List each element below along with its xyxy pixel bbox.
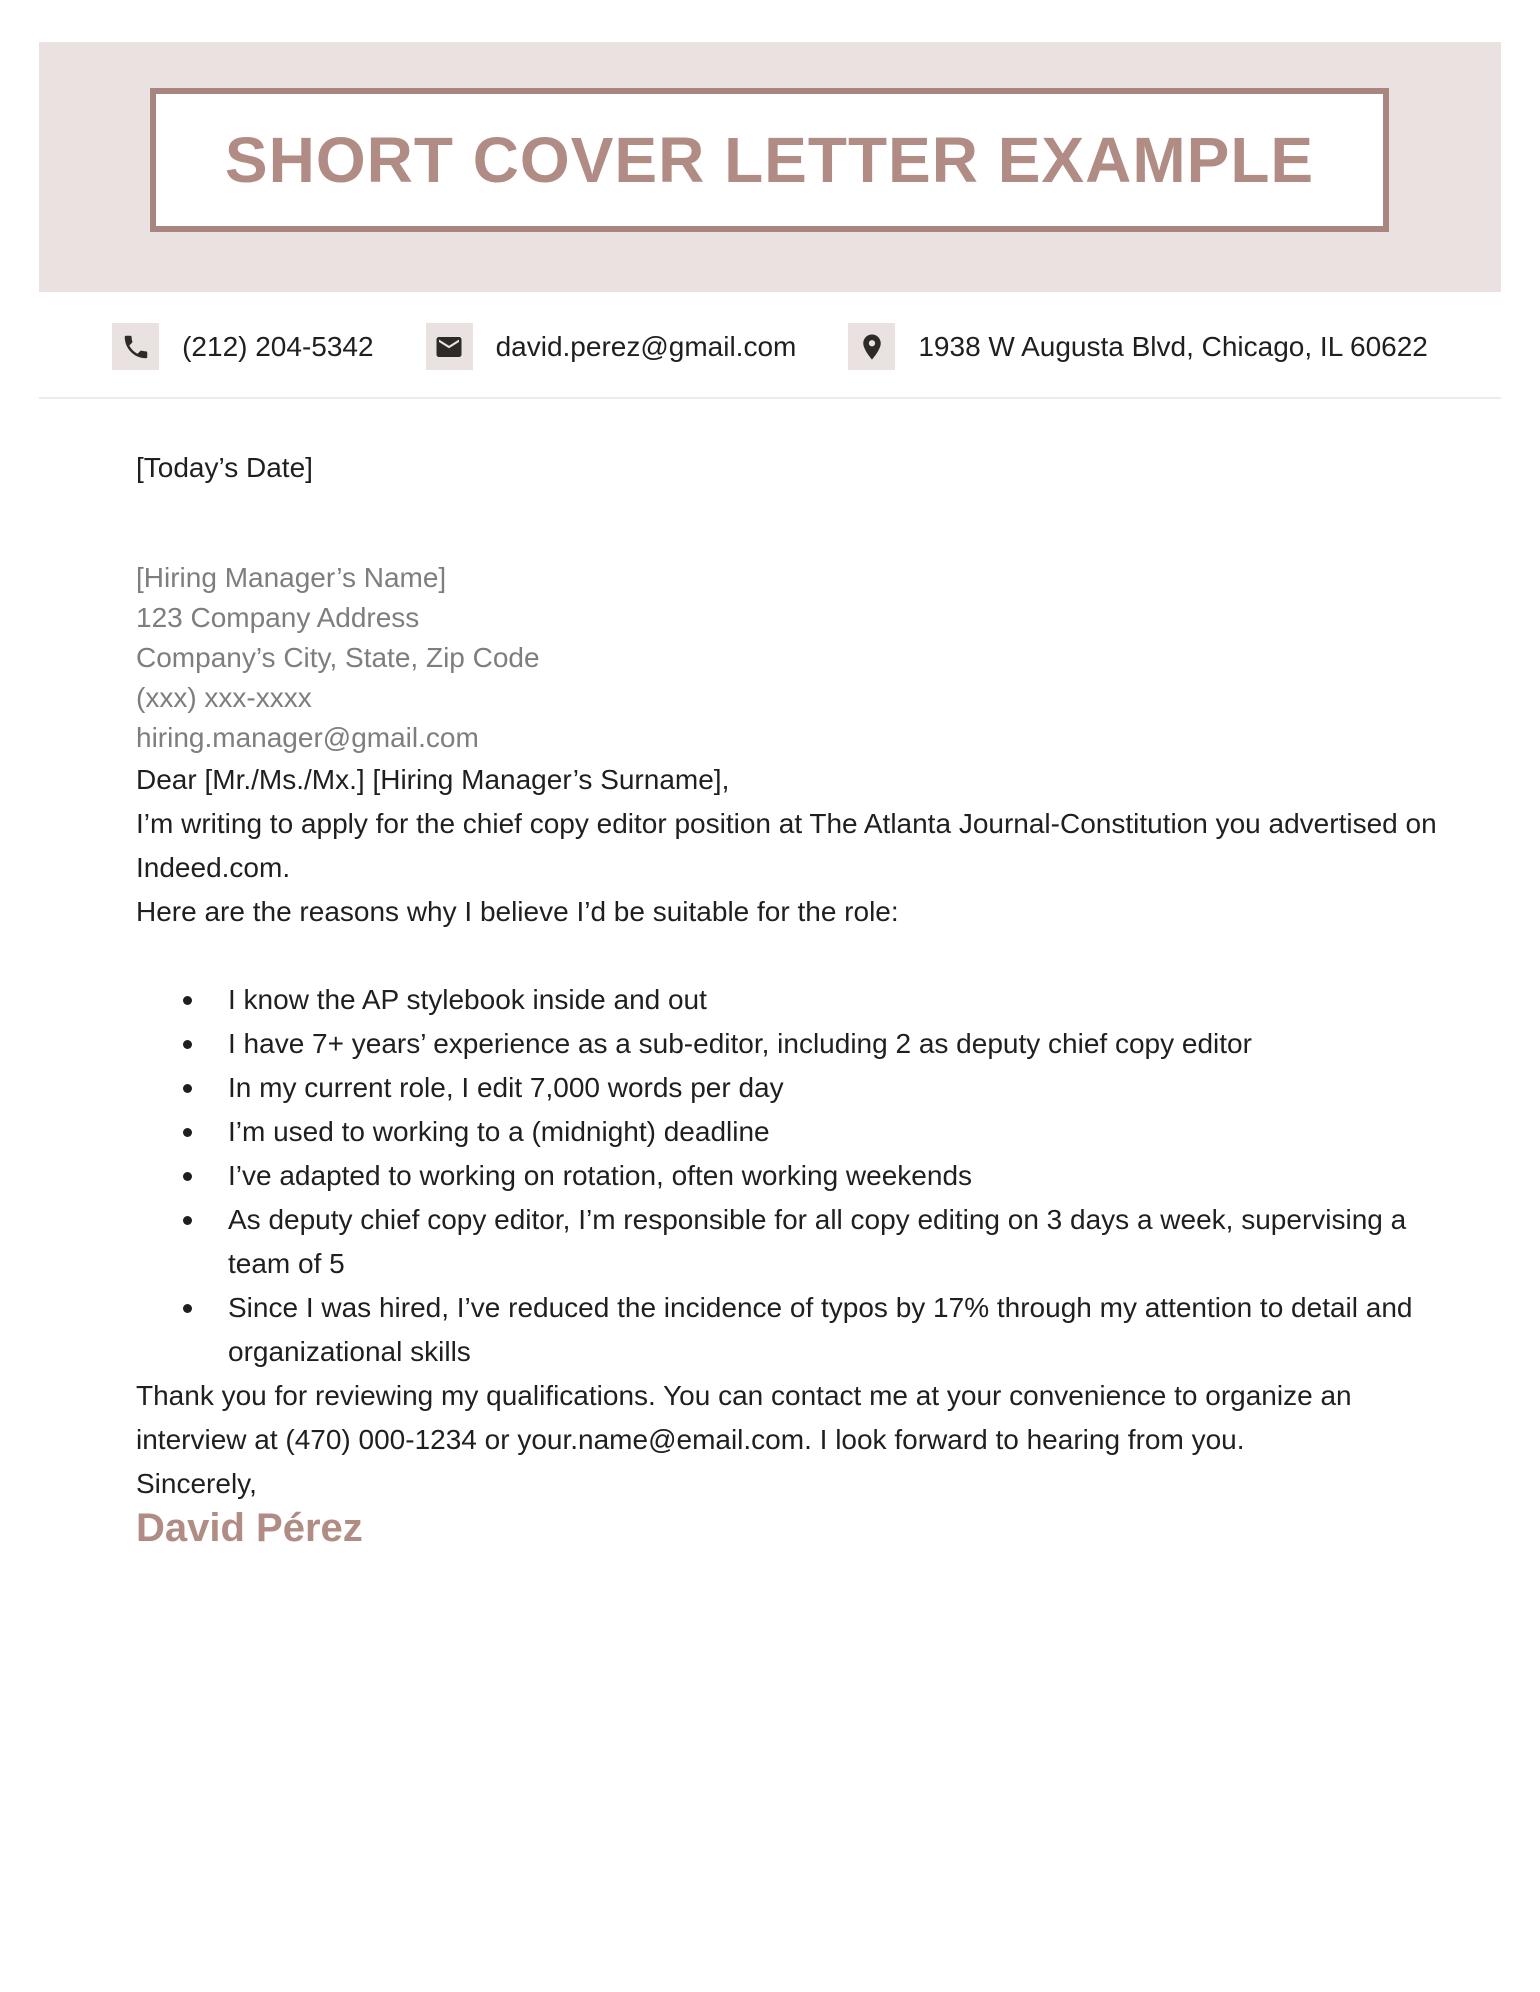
location-icon: [848, 323, 895, 370]
header-banner: [39, 42, 1501, 292]
recipient-block: [136, 558, 1438, 758]
salutation: Dear [Mr./Ms./Mx.] [Hiring Manager’s Surname],: [136, 764, 730, 795]
reason-item: I’m used to working to a (midnight) deadline: [136, 1110, 1438, 1154]
reason-item: Since I was hired, I’ve reduced the incidence of typos by 17% through my attention to detail and organizational skills: [136, 1286, 1438, 1374]
phone-number: (212) 204-5342: [182, 330, 374, 362]
page-title: SHORT COVER LETTER EXAMPLE: [224, 124, 1315, 196]
contact-phone: [112, 323, 373, 370]
reason-item: I know the AP stylebook inside and out: [136, 978, 1438, 1022]
email-address: david.perez@gmail.com: [495, 330, 797, 362]
contact-email: [426, 323, 797, 370]
divider: [39, 397, 1501, 399]
reason-item: As deputy chief copy editor, I’m responsible for all copy editing on 3 days a week, supervising a team of 5: [136, 1198, 1438, 1286]
recipient-line: Company’s City, State, Zip Code: [136, 642, 540, 673]
email-icon: [426, 323, 473, 370]
recipient-line: 123 Company Address: [136, 602, 420, 633]
recipient-line: (xxx) xxx-xxxx: [136, 682, 312, 713]
valediction: Sincerely,: [136, 1468, 257, 1499]
reason-item: I’ve adapted to working on rotation, often working weekends: [136, 1154, 1438, 1198]
reasons-lead: Here are the reasons why I believe I’d be suitable for the role:: [136, 896, 899, 927]
recipient-line: [Hiring Manager’s Name]: [136, 562, 447, 593]
closing-paragraph: Thank you for reviewing my qualifications. You can contact me at your convenience to organize an interview at (470) 000-1234 or your.name@email.com. I look forward to hearing from you.: [136, 1380, 1352, 1455]
reasons-list: [136, 978, 1438, 1374]
signature-name: David Pérez: [136, 1506, 363, 1550]
reason-item: In my current role, I edit 7,000 words per day: [136, 1066, 1438, 1110]
letter-body: [136, 446, 1438, 1550]
street-address: 1938 W Augusta Blvd, Chicago, IL 60622: [918, 330, 1428, 362]
recipient-line: hiring.manager@gmail.com: [136, 722, 479, 753]
phone-icon: [112, 323, 159, 370]
reason-item: I have 7+ years’ experience as a sub-editor, including 2 as deputy chief copy editor: [136, 1022, 1438, 1066]
contact-bar: [39, 323, 1501, 370]
title-box: [150, 88, 1389, 232]
intro-paragraph: I’m writing to apply for the chief copy editor position at The Atlanta Journal-Constitution you advertised on Indeed.com.: [136, 808, 1437, 883]
letter-date: [Today’s Date]: [136, 452, 313, 483]
contact-address: [848, 323, 1428, 370]
